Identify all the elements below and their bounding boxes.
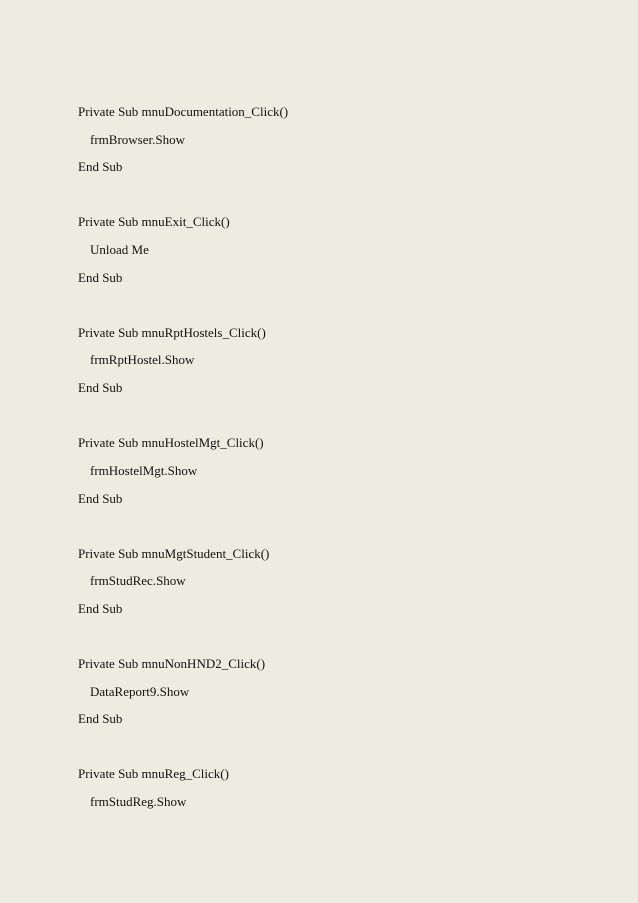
- sub-signature: Private Sub mnuRptHostels_Click(): [78, 324, 266, 340]
- sub-signature: Private Sub mnuExit_Click(): [78, 214, 230, 230]
- sub-body-statement: frmStudReg.Show: [90, 793, 187, 809]
- sub-end: End Sub: [78, 380, 123, 396]
- sub-mnu-documentation-click: [78, 104, 598, 175]
- sub-mnu-rpt-hostels-click: [78, 325, 598, 396]
- sub-signature: Private Sub mnuNonHND2_Click(): [78, 655, 266, 671]
- sub-signature: Private Sub mnuHostelMgt_Click(): [78, 435, 264, 451]
- sub-mnu-non-hnd2-click: [78, 656, 598, 727]
- sub-body-statement: Unload Me: [90, 242, 149, 258]
- sub-body-statement: frmBrowser.Show: [90, 131, 185, 147]
- sub-body-statement: frmHostelMgt.Show: [90, 462, 198, 478]
- sub-mnu-mgt-student-click: [78, 546, 598, 617]
- sub-signature: Private Sub mnuDocumentation_Click(): [78, 104, 289, 119]
- sub-body-statement: DataReport9.Show: [90, 683, 190, 699]
- sub-end: End Sub: [78, 600, 123, 616]
- sub-end: End Sub: [78, 490, 123, 506]
- sub-body-statement: frmRptHostel.Show: [90, 352, 195, 368]
- sub-end: End Sub: [78, 711, 123, 727]
- sub-signature: Private Sub mnuReg_Click(): [78, 766, 229, 782]
- sub-mnu-reg-click: [78, 766, 598, 810]
- sub-mnu-hostel-mgt-click: [78, 435, 598, 506]
- code-listing: [78, 104, 598, 849]
- sub-mnu-exit-click: [78, 214, 598, 285]
- sub-end: End Sub: [78, 159, 123, 175]
- sub-signature: Private Sub mnuMgtStudent_Click(): [78, 545, 270, 561]
- sub-end: End Sub: [78, 269, 123, 285]
- sub-body-statement: frmStudRec.Show: [90, 573, 186, 589]
